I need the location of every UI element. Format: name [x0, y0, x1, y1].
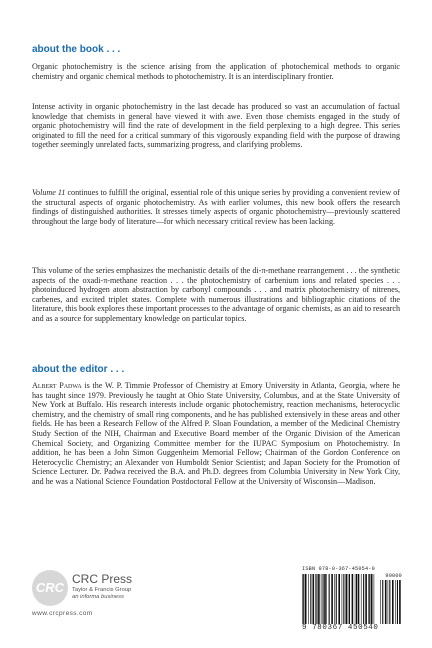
publisher-group: Taylor & Francis Group	[72, 587, 132, 593]
barcode-bar	[338, 574, 340, 624]
price-code: 90000	[385, 573, 402, 579]
barcode-bar	[348, 574, 349, 624]
barcode-bar	[355, 574, 356, 624]
barcode-bar	[349, 574, 350, 624]
barcode-bar	[329, 574, 330, 624]
barcode-bar	[326, 574, 327, 624]
editor-name: Albert Padwa	[32, 381, 82, 390]
about-book-heading: about the book . . .	[32, 44, 121, 55]
about-book-paragraph-3-text: continues to fulfill the original, essential role of this unique series by providing a convenient review of the structural aspects of organic photochemistry. As with earlier volumes, this new book offers the research findings of distinguished authorities. It stresses timely aspects of organic photochemistry—previously scattered throughout the large body of literature—for which necessary critical review has been lacking.	[32, 188, 401, 226]
barcode-bar	[392, 580, 394, 624]
barcode-bar	[371, 574, 373, 624]
barcode-bar	[316, 574, 317, 624]
barcode-bar	[374, 574, 375, 624]
isbn-label: ISBN 978-0-367-45054-0	[302, 566, 375, 572]
barcode-bar	[368, 574, 369, 624]
barcode-bar	[342, 574, 343, 624]
barcode-bar	[382, 580, 383, 624]
editor-bio: is the W. P. Timmie Professor of Chemistry at Emory University in Atlanta, Georgia, where he has taught since 1979. Previously he taught at Ohio State University, Columbus, and at the State University of New York at Buffalo. His research interests include organic photochemistry, reaction mechanisms, heterocyclic chemistry, and the chemistry of small ring components, and he has published extensively in these areas and other fields. He has been a Research Fellow of the Alfred P. Sloan Foundation, a member of the Medicinal Chemistry Study Section of the NIH, Chairman and Executive Board member of the Organic Division of the American Chemical Society, and Organizing Committee member for the IUPAC Symposium on Photochemistry. In addition, he has been a John Simon Guggenheim Memorial Fellow; Chairman of the Gordon Conference on Heterocyclic Chemistry; an Alexander von Humboldt Senior Scientist; and Japan Society for the Promotion of Science Lecturer. Dr. Padwa received the B.A. and Ph.D. degrees from Columbia University in New York City, and he was a National Science Foundation Postdoctoral Fellow at the University of Wisconsin—Madison.	[32, 381, 400, 486]
barcode-bar	[358, 574, 360, 624]
barcode-bar	[361, 574, 362, 624]
barcode-bar	[336, 574, 337, 624]
about-editor-paragraph	[32, 381, 400, 487]
barcode-bar	[389, 580, 390, 624]
barcode-bar	[303, 574, 304, 624]
barcode-area	[300, 566, 404, 636]
barcode-bar	[399, 580, 401, 624]
barcode-bar	[305, 574, 307, 624]
addon-barcode-icon	[380, 580, 402, 624]
barcode-bar	[365, 574, 367, 624]
barcode-bar	[346, 574, 348, 624]
barcode-bar	[334, 574, 335, 624]
barcode-bar	[343, 574, 344, 624]
barcode-bar	[385, 580, 387, 624]
barcode-bar	[395, 580, 396, 624]
barcode-number: 9 780367 450540	[302, 624, 379, 632]
barcode-bar	[388, 580, 389, 624]
barcode-bar	[324, 574, 326, 624]
barcode-bar	[323, 574, 324, 624]
barcode-bar	[315, 574, 316, 624]
barcode-bar	[310, 574, 311, 624]
barcode-bar	[380, 580, 381, 624]
about-book-paragraph-3	[32, 188, 400, 226]
barcode-bar	[308, 574, 309, 624]
barcode-icon	[302, 574, 376, 624]
barcode-bar	[331, 574, 333, 624]
barcode-bar	[397, 580, 398, 624]
barcode-bar	[356, 574, 357, 624]
about-book-paragraph-4: This volume of the series emphasizes the mechanistic details of the di-π-methane rearrangement . . . the synthetic aspects of the oxadi-π-methane reaction . . . the photochemistry of carbenium ions and related species . . . photoinduced hydrogen atom abstraction by carbonyl compounds . . . and matrix photochemistry of nitrenes, carbenes, and excited triplet states. Complete with numerous illustrations and bibliographic citations of the literature, this book explores these important processes to the advantage of organic chemists, as an aid to research and as a source for supplementary knowledge on particular topics.	[32, 266, 400, 323]
publisher-name: CRC Press	[72, 572, 133, 586]
crc-logo-icon: CRC	[32, 570, 68, 606]
about-editor-heading: about the editor . . .	[32, 364, 125, 375]
barcode-bar	[302, 574, 303, 624]
publisher-business: an informa business	[72, 594, 124, 600]
publisher-url: www.crcpress.com	[32, 610, 93, 617]
barcode-bar	[321, 574, 322, 624]
barcode-bar	[369, 574, 370, 624]
barcode-bar	[313, 574, 315, 624]
barcode-bar	[318, 574, 320, 624]
barcode-bar	[363, 574, 364, 624]
about-book-paragraph-1: Organic photochemistry is the science arising from the application of photochemical methods to organic chemistry and organic chemical methods to photochemistry. It is an interdisciplinary frontier.	[32, 62, 400, 81]
volume-label: Volume 11	[32, 188, 66, 197]
about-book-paragraph-2: Intense activity in organic photochemistry in the last decade has produced so vast an accumulation of factual knowledge that chemists in general have viewed it with awe. Even those chemists engaged in the study of organic photochemistry will find the rate of development in the field perplexing to a high degree. This series originated to fill the need for a critical summary of this vigorously expanding field with the purpose of drawing together seemingly unrelated facts, summarizing progress, and clarifying problems.	[32, 102, 400, 150]
barcode-bar	[352, 574, 354, 624]
